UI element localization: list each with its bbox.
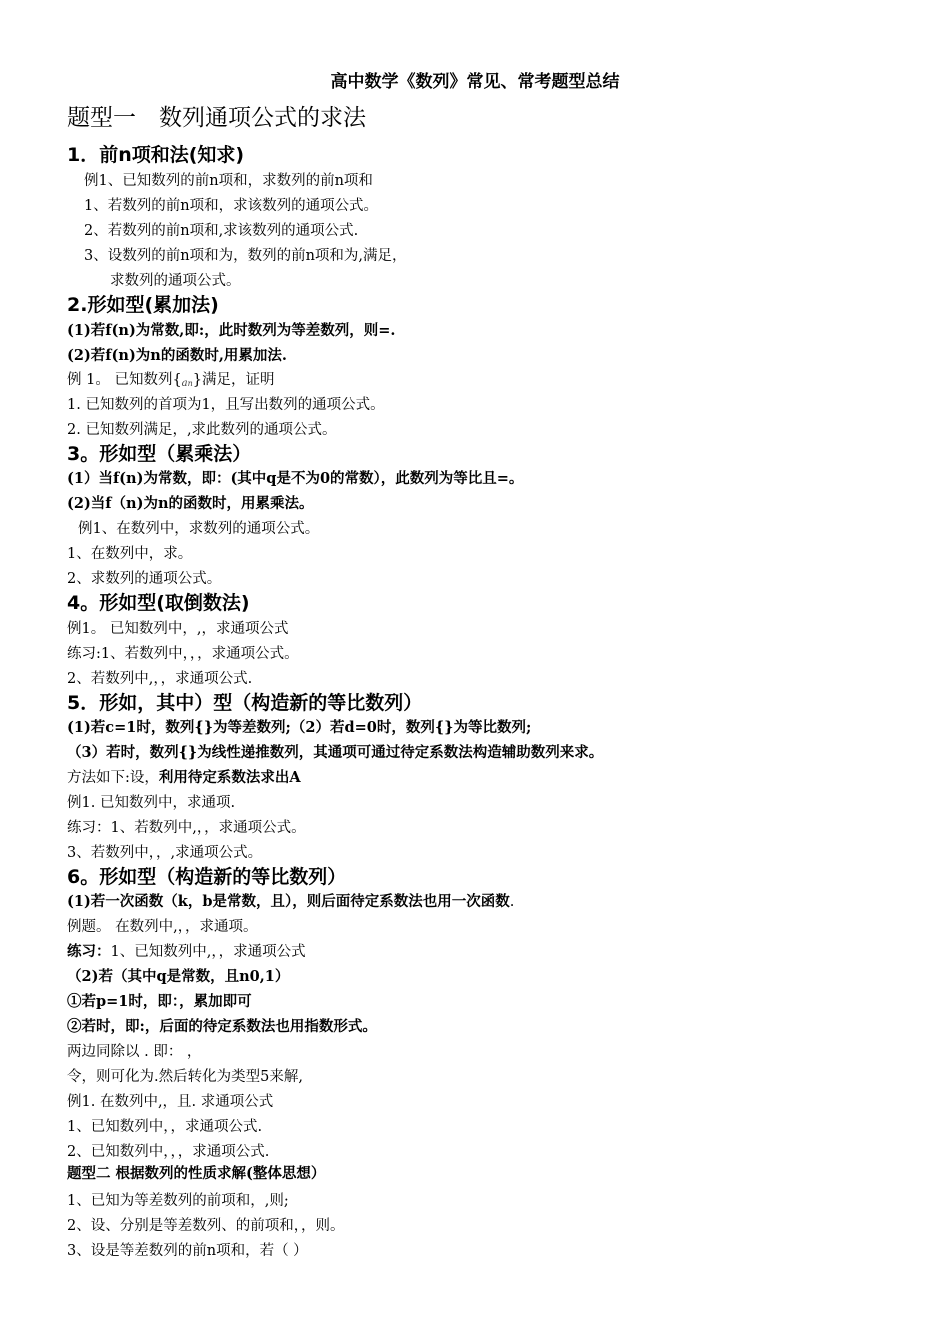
exercise-line: 1、若数列的前n项和，求该数列的通项公式。 xyxy=(84,198,379,214)
heading-method-3: 3。形如型（累乘法） xyxy=(67,443,252,465)
rule-line: (1）当f(n)为常数，即：(其中q是不为0的常数），此数列为等比且=。 xyxy=(67,470,524,487)
example-line: 例题。 在数列中,，，求通项。 xyxy=(67,919,258,935)
heading-method-6: 6。形如型（构造新的等比数列） xyxy=(67,866,347,888)
example-line: 例1、在数列中，求数列的通项公式。 xyxy=(78,521,320,537)
example-line: 例1、已知数列的前n项和，求数列的前n项和 xyxy=(84,173,373,189)
exercise-line: 2、求数列的通项公式。 xyxy=(67,571,222,587)
rule-line: （3）若时，数列{}为线性递推数列，其通项可通过待定系数法构造辅助数列来求。 xyxy=(67,744,604,761)
method-line xyxy=(67,771,301,786)
rule-line: （2)若（其中q是常数，且n0,1） xyxy=(67,968,290,985)
exercise-line: 练习:1、若数列中，，，求通项公式。 xyxy=(67,646,299,662)
exercise-line: 1、已知为等差数列的前项和，,则; xyxy=(67,1193,289,1209)
heading-method-1: 1．前n项和法(知求) xyxy=(67,144,245,166)
example-line xyxy=(67,373,275,389)
section-heading-type-one: 题型一 数列通项公式的求法 xyxy=(67,105,366,131)
exercise-line: 3、若数列中，，,求通项公式。 xyxy=(67,845,263,861)
rule-text: (1)若一次函数（k，b是常数，且），则后面待定系数法也用一次函数 xyxy=(67,893,510,910)
heading-method-5: 5．形如，其中）型（构造新的等比数列） xyxy=(67,692,423,714)
symbol-a: a xyxy=(181,378,188,389)
example-line: 例1。 已知数列中，,，求通项公式 xyxy=(67,621,289,637)
exercise-line: 1、在数列中，求。 xyxy=(67,546,193,562)
example-text: }满足，证明 xyxy=(192,372,275,388)
rule-line: ②若时，即:，后面的待定系数法也用指数形式。 xyxy=(67,1018,377,1035)
example-text: 例 1。 已知数列{ xyxy=(67,372,182,388)
rule-line: (1)若c=1时，数列{}为等差数列;（2）若d=0时，数列{}为等比数列; xyxy=(67,719,532,736)
subscript-n: n xyxy=(187,379,193,388)
exercise-line: 1. 已知数列的首项为1，且写出数列的通项公式。 xyxy=(67,397,385,413)
exercise-line: 练习：1、若数列中,，，求通项公式。 xyxy=(67,820,306,836)
rule-line: ①若p=1时，即：，累加即可 xyxy=(67,993,252,1010)
method-line: 两边同除以 . 即： ， xyxy=(67,1044,202,1060)
rule-line xyxy=(67,895,514,910)
rule-line: (1)若f(n)为常数,即:，此时数列为等差数列，则=. xyxy=(67,322,396,339)
rule-line: (2)当f（n)为n的函数时，用累乘法。 xyxy=(67,495,314,512)
exercise-line: 2、若数列的前n项和,求该数列的通项公式. xyxy=(84,223,359,239)
exercise-text: 1、已知数列中,，，求通项公式 xyxy=(110,944,306,960)
exercise-line: 3、设数列的前n项和为，数列的前n项和为,满足， xyxy=(84,248,407,264)
page-title: 高中数学《数列》常见、常考题型总结 xyxy=(330,72,620,92)
heading-method-2: 2.形如型(累加法) xyxy=(67,294,219,316)
section-heading-type-two: 题型二 根据数列的性质求解(整体思想） xyxy=(67,1165,326,1182)
exercise-line: 1、已知数列中，，求通项公式. xyxy=(67,1119,263,1135)
math-symbol-a xyxy=(182,378,193,389)
heading-method-4: 4。形如型(取倒数法) xyxy=(67,592,250,614)
method-text: 方法如下:设， xyxy=(67,770,159,786)
method-line: 令，则可化为.然后转化为类型5来解, xyxy=(67,1069,303,1085)
exercise-line xyxy=(67,945,306,960)
exercise-line: 求数列的通项公式。 xyxy=(110,273,241,289)
exercise-line: 2. 已知数列满足，,求此数列的通项公式。 xyxy=(67,422,337,438)
exercise-line: 2、若数列中,，，求通项公式. xyxy=(67,671,253,687)
example-line: 例1. 在数列中,，且. 求通项公式 xyxy=(67,1094,274,1110)
exercise-line: 2、已知数列中，，，求通项公式. xyxy=(67,1144,270,1160)
exercise-label: 练习： xyxy=(67,943,111,960)
exercise-line: 3、设是等差数列的前n项和，若（ ） xyxy=(67,1243,308,1259)
method-text-bold: 利用待定系数法求出A xyxy=(158,769,301,786)
example-line: 例1. 已知数列中，求通项. xyxy=(67,795,236,811)
exercise-line: 2、设、分别是等差数列、的前项和，，则。 xyxy=(67,1218,345,1234)
rule-line: (2)若f(n)为n的函数时,用累加法. xyxy=(67,347,287,364)
rule-period: . xyxy=(509,894,515,910)
